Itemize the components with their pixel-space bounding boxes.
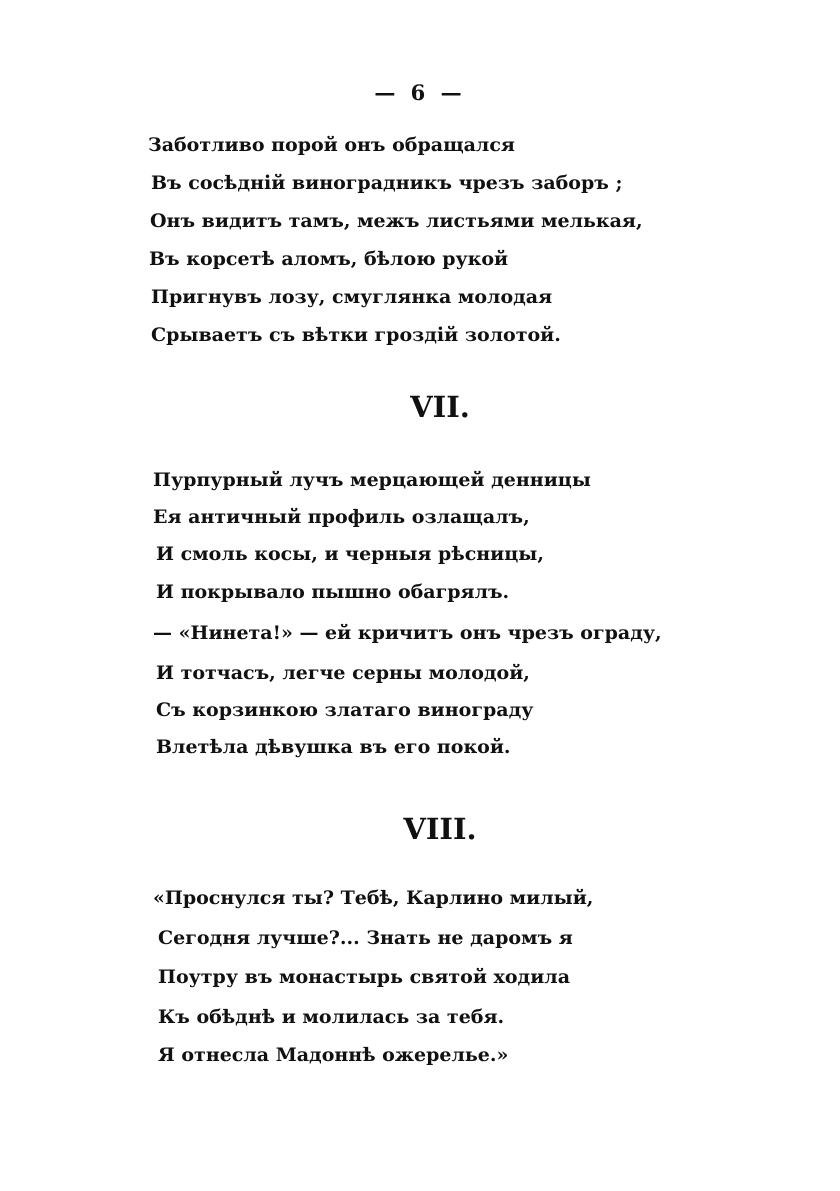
stanza-line: Сегодня лучше?... Знать не даромъ я	[158, 927, 573, 949]
stanza-line: И тотчасъ, легче серны молодой,	[156, 662, 530, 684]
stanza-line: Заботливо порой онъ обращался	[148, 134, 515, 156]
section-heading: VII.	[410, 390, 470, 424]
stanza-line: Въ корсетѣ аломъ, бѣлою рукой	[149, 248, 509, 270]
stanza-line: И смоль косы, и черныя рѣсницы,	[156, 543, 544, 565]
stanza-line: Въ сосѣдній виноградникъ чрезъ заборъ ;	[151, 172, 623, 194]
page-number: — 6 —	[374, 80, 466, 105]
stanza-line: — «Нинета!» — ей кричитъ онъ чрезъ ограду,	[153, 622, 662, 644]
stanza-line: «Проснулся ты? Тебѣ, Карлино милый,	[153, 887, 594, 909]
stanza-line: Съ корзинкою златаго винограду	[156, 699, 534, 721]
stanza-line: Онъ видитъ тамъ, межъ листьями мелькая,	[150, 210, 643, 232]
stanza-line: Срываетъ съ вѣтки гроздій золотой.	[151, 324, 561, 346]
stanza-line: Поутру въ монастырь святой ходила	[158, 966, 571, 988]
section-heading: VIII.	[403, 812, 477, 846]
stanza-line: Пурпурный лучъ мерцающей денницы	[153, 469, 591, 491]
stanza-line: Влетѣла дѣвушка въ его покой.	[156, 736, 511, 758]
stanza-line: Я отнесла Мадоннѣ ожерелье.»	[158, 1044, 509, 1066]
stanza-line: Пригнувъ лозу, смуглянка молодая	[151, 286, 553, 308]
stanza-line: Ея античный профиль озлащалъ,	[153, 506, 530, 528]
stanza-line: И покрывало пышно обагрялъ.	[156, 581, 510, 603]
stanza-line: Къ обѣднѣ и молилась за тебя.	[158, 1006, 505, 1028]
